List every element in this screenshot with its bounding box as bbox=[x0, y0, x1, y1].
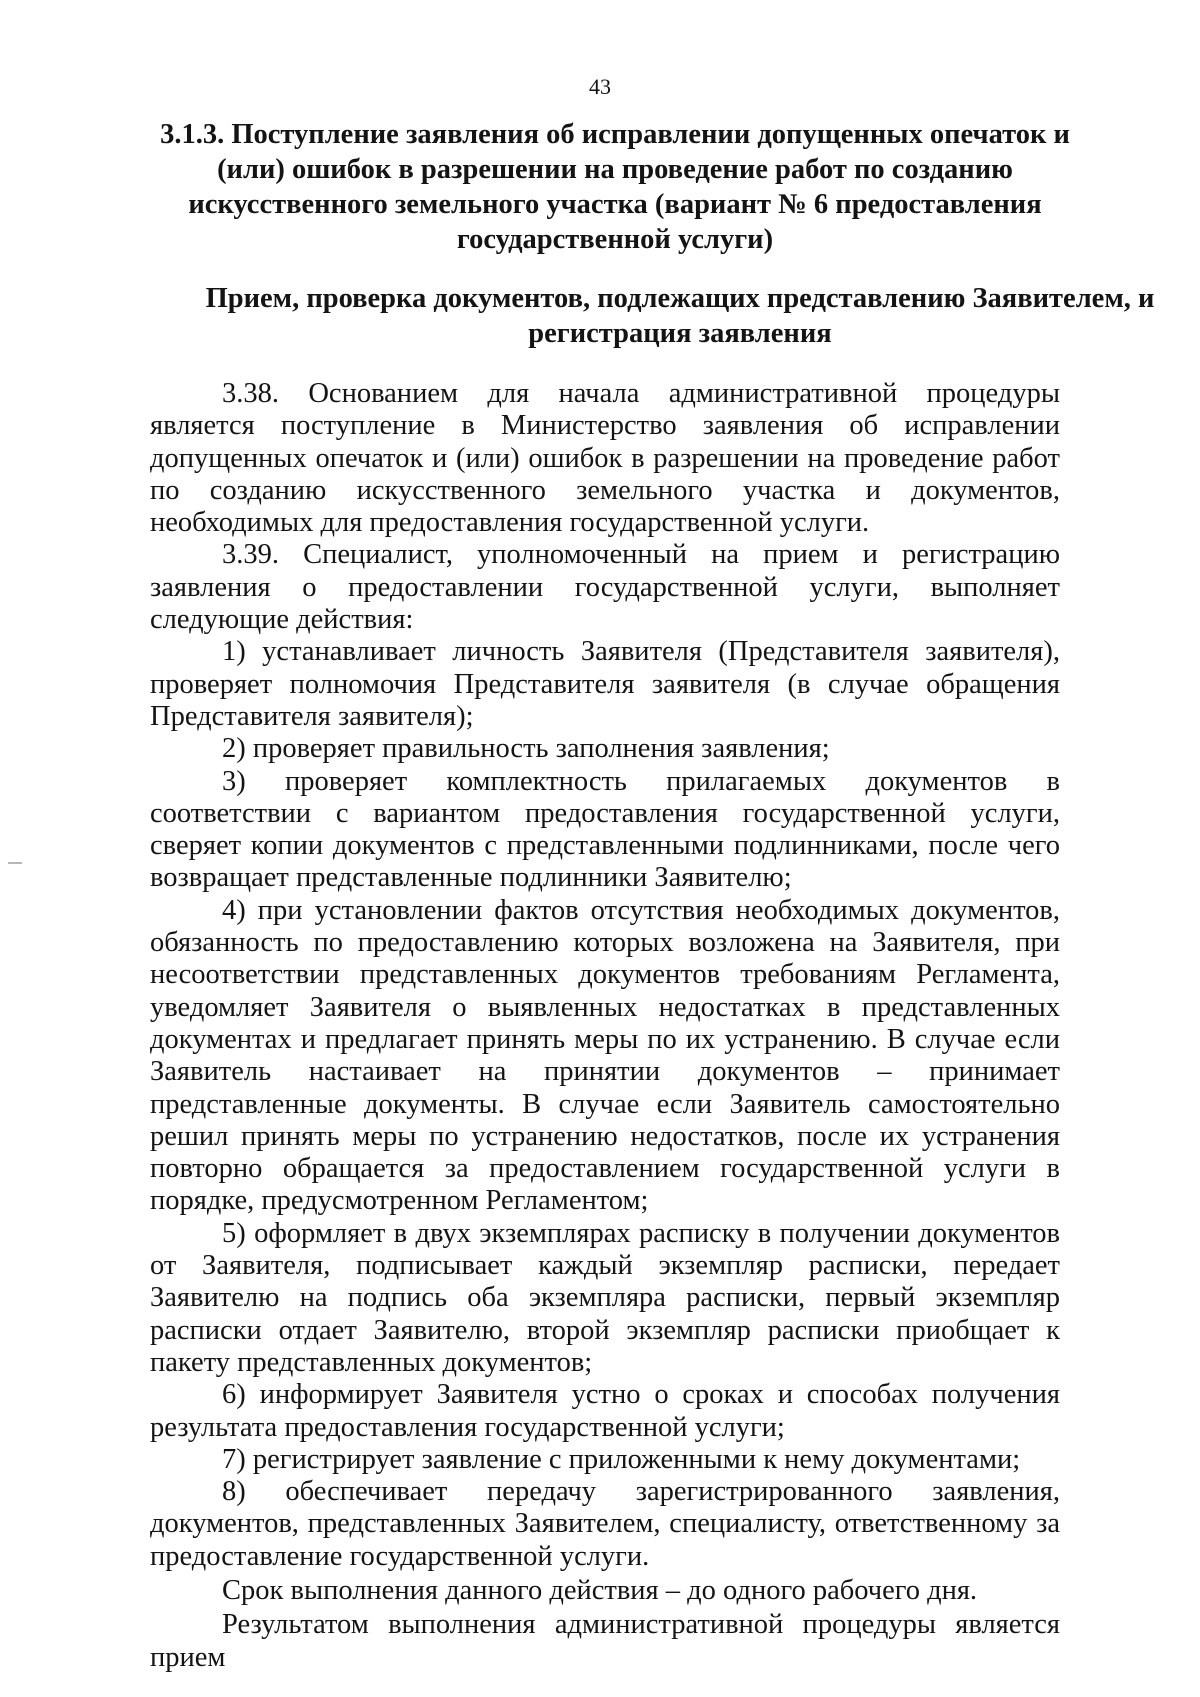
body-text bbox=[150, 378, 1060, 1674]
result-paragraph: Результатом выполнения административной процедуры является прием bbox=[150, 1609, 1060, 1673]
list-item-1: 1) устанавливает личность Заявителя (Представителя заявителя), проверяет полномочия Представителя заявителя (в случае обращения Представителя заявителя); bbox=[150, 636, 1060, 732]
scan-artifact-mark bbox=[8, 862, 22, 864]
page-number: 43 bbox=[589, 74, 611, 99]
list-item-8: 8) обеспечивает передачу зарегистрированного заявления, документов, представленных Заявителем, специалисту, ответственному за предоставление государственной услуги. bbox=[150, 1476, 1060, 1572]
list-item-3: 3) проверяет комплектность прилагаемых документов в соответствии с вариантом предоставления государственной услуги, сверяет копии документов с представленными подлинниками, после чего возвращает представленные подлинники Заявителю; bbox=[150, 765, 1060, 894]
list-item-4: 4) при установлении фактов отсутствия необходимых документов, обязанность по предоставлению которых возложена на Заявителя, при несоответствии представленных документов требованиям Регламента, уведомляет Заявителя о выявленных недостатках в представленных документах и предлагает принять меры по их устранению. В случае если Заявитель настаивает на принятии документов – принимает представленные документы. В случае если Заявитель самостоятельно решил принять меры по устранению недостатков, после их устранения повторно обращается за предоставлением государственной услуги в порядке, предусмотренном Регламентом; bbox=[150, 894, 1060, 1217]
list-item-7: 7) регистрирует заявление с приложенными к нему документами; bbox=[222, 1443, 1021, 1475]
list-item-5: 5) оформляет в двух экземплярах расписку в получении документов от Заявителя, подписывает каждый экземпляр расписки, передает Заявителю на подпись оба экземпляра расписки, первый экземпляр расписки отдает Заявителю, второй экземпляр расписки приобщает к пакету представленных документов; bbox=[150, 1217, 1060, 1378]
subsection-heading: Прием, проверка документов, подлежащих представлению Заявителем, и регистрация заявления bbox=[205, 283, 1155, 349]
list-item-6: 6) информирует Заявителя устно о сроках и способах получения результата предоставления государственной услуги; bbox=[150, 1379, 1060, 1443]
list-item-2: 2) проверяет правильность заполнения заявления; bbox=[222, 733, 830, 765]
section-heading: 3.1.3. Поступление заявления об исправлении допущенных опечаток и (или) ошибок в разрешении на проведение работ по созданию искусственного земельного участка (вариант № 6 предоставления государственной услуги) bbox=[160, 119, 1070, 255]
deadline-paragraph: Срок выполнения данного действия – до одного рабочего дня. bbox=[222, 1574, 978, 1606]
paragraph-3-38: 3.38. Основанием для начала административной процедуры является поступление в Министерство заявления об исправлении допущенных опечаток и (или) ошибок в разрешении на проведение работ по созданию искусственного земельного участка и документов, необходимых для предоставления государственной услуги. bbox=[150, 378, 1060, 539]
paragraph-3-39: 3.39. Специалист, уполномоченный на прием и регистрацию заявления о предоставлении государственной услуги, выполняет следующие действия: bbox=[150, 539, 1060, 636]
